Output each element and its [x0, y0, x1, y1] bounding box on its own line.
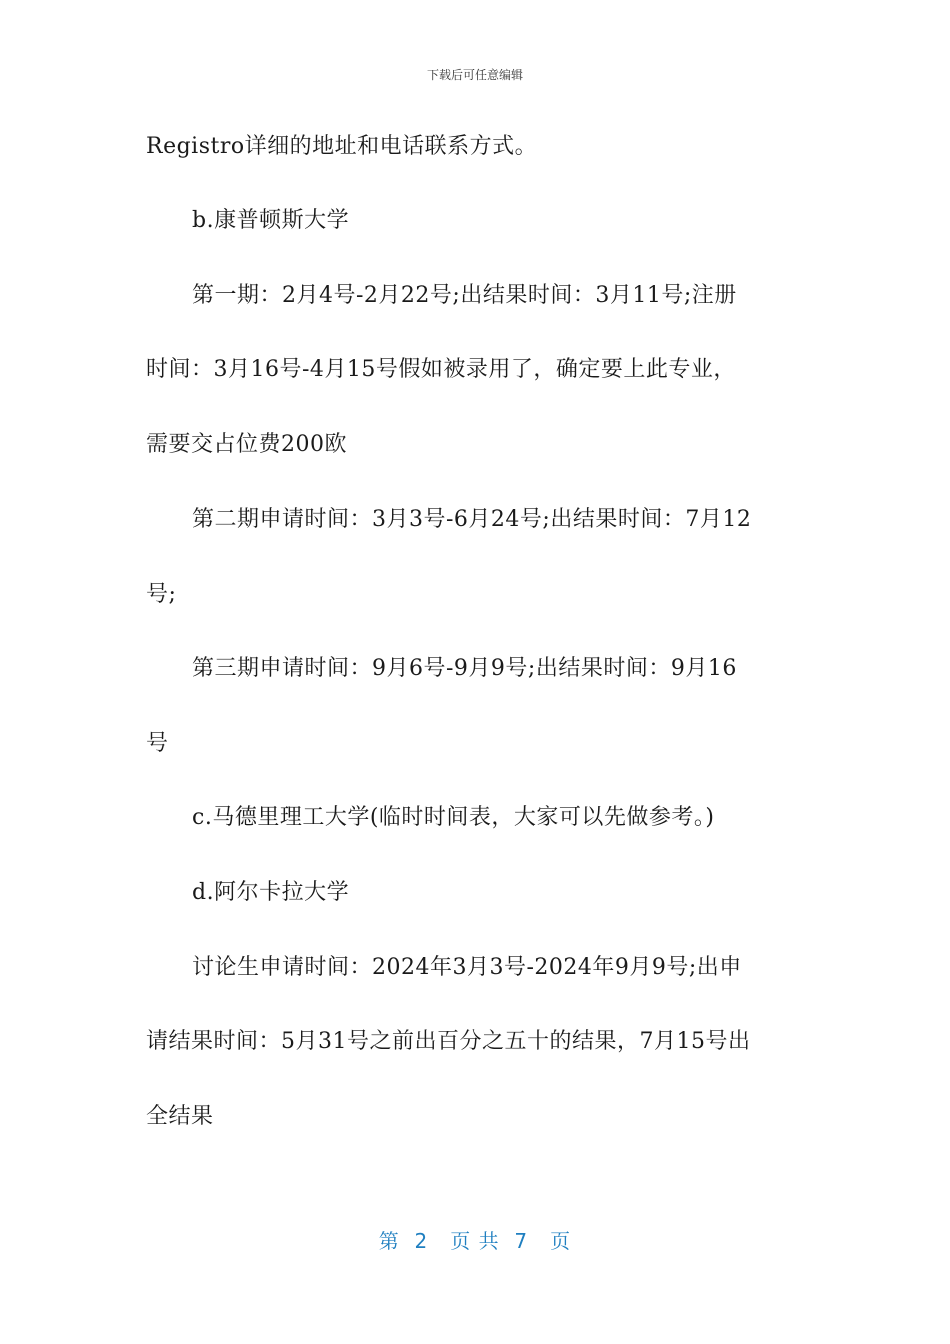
paragraph-line: 第三期申请时间：9月6号-9月9号;出结果时间：9月16: [192, 656, 737, 681]
paragraph-line: Registro详细的地址和电话联系方式。: [146, 134, 538, 159]
section-heading-polytechnic: c.马德里理工大学(临时时间表，大家可以先做参考。): [192, 805, 715, 830]
page-number-footer: 第 2 页 共 7 页: [378, 1229, 572, 1253]
paragraph-line: 号;: [146, 582, 177, 607]
paragraph-line: 全结果: [146, 1104, 214, 1129]
section-heading-complutense: b.康普顿斯大学: [192, 208, 350, 233]
paragraph-line: 第二期申请时间：3月3号-6月24号;出结果时间：7月12: [192, 507, 752, 532]
paragraph-line: 需要交占位费200欧: [146, 432, 347, 457]
paragraph-line: 号: [146, 731, 169, 756]
paragraph-line: 时间：3月16号-4月15号假如被录用了，确定要上此专业，: [146, 357, 736, 382]
paragraph-line: 讨论生申请时间：2024年3月3号-2024年9月9号;出申: [192, 955, 742, 980]
paragraph-line: 请结果时间：5月31号之前出百分之五十的结果，7月15号出: [146, 1029, 751, 1054]
section-heading-alcala: d.阿尔卡拉大学: [192, 880, 350, 905]
paragraph-line: 第一期：2月4号-2月22号;出结果时间：3月11号;注册: [192, 283, 737, 308]
page-header-note: 下载后可任意编辑: [426, 68, 523, 82]
